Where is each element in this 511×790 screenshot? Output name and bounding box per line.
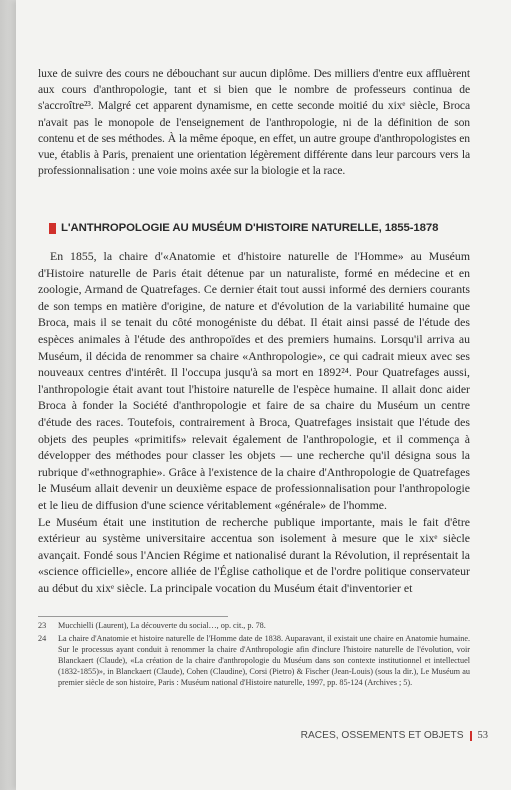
section-body — [38, 248, 470, 596]
section-paragraph-1: En 1855, la chaire d'«Anatomie et d'histoire naturelle de l'Homme» au Muséum d'Histoire naturelle de Paris était détenue par un naturaliste, formé en médecine et en zoologie, Armand de Quatrefages. Ce dernier était tout aussi informé des derniers courants de son temps en matière d'origine, de nature et d'évolution de la variabilité humaine que Broca, mais il se tenait du côté monogéniste du débat. Il était ainsi passé de l'étude des espèces animales à l'étude des anthropoïdes et des premiers humains. Lorsqu'il arriva au Muséum, il décida de renommer sa chaire «Anthropologie», ce qui cadrait mieux avec ses nouveaux centres d'intérêt. Il l'occupa jusqu'à sa mort en 1892²⁴. Pour Quatrefages aussi, l'anthropologie était avant tout l'histoire naturelle de l'espèce humaine. Il allait donc aider Broca à fonder la Société d'anthropologie et faire de sa chaire du Muséum un centre d'étude des races. Toutefois, contrairement à Broca, Quatrefages insistait que l'étude des objets des peuples «primitifs» relevait également de l'anthropologie, et il commença à développer des méthodes pour classer les objets — une recherche qu'il désigna sous la rubrique d'«ethnographie». Grâce à l'existence de la chaire d'Anthropologie de Quatrefages le Muséum allait devenir un deuxième espace de professionnalisation pour l'anthropologie et le lieu de diffusion d'une science véritablement «générale» de l'homme. — [38, 249, 470, 512]
intro-paragraph-block — [38, 66, 470, 179]
footer-red-bar-icon — [470, 731, 472, 741]
footnote-text: La chaire d'Anatomie et histoire naturelle de l'Homme date de 1838. Auparavant, il existait une chaire en Anatomie humaine. Sur le processus ayant conduit à renommer la chaire d'Anthropologie afin d'inclure l'histoire naturelle de l'évolution, voir Blanckaert (Claude), «La création de la chaire d'anthropologie du Muséum dans son contexte institutionnel et intellectuel (1832-1855)», in Blanckaert (Claude), Cohen (Claudine), Corsi (Pietro) & Fischer (Jean-Louis) (sous la dir.), Le Muséum au premier siècle de son histoire, Paris : Muséum national d'Histoire naturelle, 1997, pp. 85-124 (Archives ; 5). — [58, 634, 470, 687]
footnotes — [38, 618, 470, 688]
footnote-separator — [38, 616, 228, 617]
red-square-marker-icon — [49, 223, 56, 234]
page-number: 53 — [477, 730, 488, 741]
footnote-number: 24 — [38, 634, 47, 643]
footnote-24 — [38, 633, 470, 688]
intro-paragraph: luxe de suivre des cours ne débouchant sur aucun diplôme. Des milliers d'entre eux affluèrent aux cours d'anthropologie, tant et si bien que le nombre de professeurs continua de s'accroître²³. Malgré cet apparent dynamisme, en cette seconde moitié du xixᵉ siècle, Broca n'avait pas le monopole de l'enseignement de l'anthropologie, ni de la définition de son contenu et de ses méthodes. À la même époque, en effet, un autre groupe d'anthropologistes en vue, établis à Paris, prenaient une orientation légèrement différente dans leur parcours vers la professionnalisation : une voie moins axée sur la biologie et la race. — [38, 67, 470, 178]
page-footer — [278, 730, 488, 741]
footnote-23 — [38, 620, 470, 631]
running-title: RACES, OSSEMENTS ET OBJETS — [300, 730, 464, 741]
footnote-text: Mucchielli (Laurent), La découverte du social…, op. cit., p. 78. — [58, 621, 266, 630]
section-paragraph-2: Le Muséum était une institution de recherche publique importante, mais le fait d'être extérieur au système universitaire accentua son isolement à mesure que le xixᵉ siècle avançait. Fondé sous l'Ancien Régime et nationalisé durant la Révolution, il représentait la «science officielle», encore alliée de l'Église catholique et de l'ordre politique conservateur au début du xixᵉ siècle. La principale vocation du Muséum était d'inventorier et — [38, 514, 470, 595]
section-heading-row — [49, 222, 489, 234]
footnote-number: 23 — [38, 621, 47, 630]
section-heading: L'ANTHROPOLOGIE AU MUSÉUM D'HISTOIRE NATURELLE, 1855-1878 — [61, 222, 439, 234]
book-page — [16, 0, 511, 790]
